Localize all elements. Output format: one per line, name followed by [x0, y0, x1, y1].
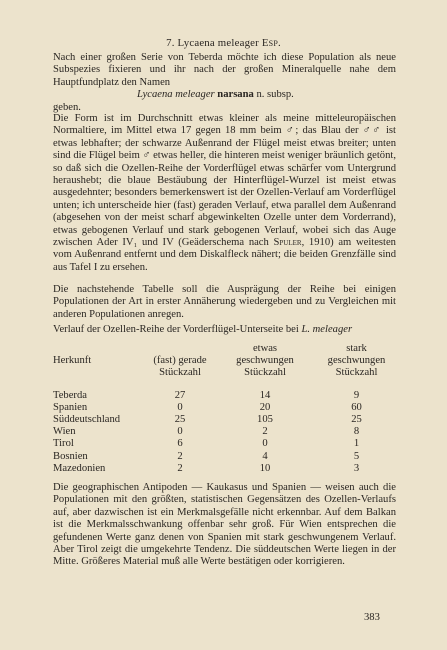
table-cell-count: 4	[262, 450, 268, 462]
table-cell-origin: Bosnien	[53, 450, 88, 462]
species-name: Lycaena meleager	[137, 89, 215, 101]
table-header-cell: Herkunft	[53, 355, 92, 367]
table-cell-count: 8	[353, 426, 360, 438]
subspecies-suffix: n. subsp.	[256, 89, 294, 101]
ocelli-table	[53, 343, 398, 475]
table-row	[53, 463, 398, 475]
table-header-row-1	[53, 343, 398, 355]
table-cell-count: 2	[262, 426, 268, 438]
table-cell-count: 60	[351, 401, 362, 413]
table-cell-count: 27	[174, 389, 186, 401]
table-header-cell	[53, 367, 145, 379]
subspecies-name: narsana	[217, 89, 254, 101]
section-heading	[0, 37, 447, 49]
table-caption-text: Verlauf der Ozellen-Reihe der Vorderflügel-Unterseite bei	[53, 324, 299, 335]
paragraph-intro	[53, 52, 396, 114]
subspecies-name-line	[53, 89, 396, 101]
table-cell-count: 9	[353, 389, 360, 401]
table-header-cell: geschwungen	[327, 355, 386, 367]
paragraph-description-text	[53, 113, 396, 274]
table-cell-origin: Spanien	[53, 401, 88, 413]
table-cell-count: 25	[174, 414, 186, 426]
table-header-row-3	[53, 367, 398, 379]
table-cell-origin: Süddeutschland	[53, 414, 121, 426]
table-header-cell: geschwungen	[236, 355, 294, 367]
table-row	[53, 402, 398, 414]
table-cell-origin: Teberda	[53, 389, 87, 401]
cited-author: Spuler	[273, 237, 302, 249]
paragraph-intro-trailing: geben.	[53, 101, 81, 113]
table-header-cell: stark	[346, 343, 367, 354]
table-cell-count: 6	[177, 438, 183, 450]
table-header-cell: Stückzahl	[159, 367, 201, 379]
table-header-cell: Stückzahl	[244, 367, 286, 379]
table-cell-count: 0	[262, 438, 268, 450]
section-title: Lycaena meleager	[177, 37, 259, 49]
page-number: 383	[364, 612, 380, 623]
table-header-cell: Stückzahl	[335, 367, 378, 379]
table-cell-origin: Wien	[53, 426, 76, 438]
table-cell-count: 10	[259, 462, 271, 474]
table-cell-count: 1	[353, 438, 360, 450]
table-cell-count: 0	[177, 401, 183, 413]
section-author: Esp.	[261, 37, 281, 49]
paragraph-conclusion	[53, 482, 396, 569]
table-cell-count: 25	[351, 414, 362, 426]
table-cell-count: 105	[257, 414, 273, 426]
description-tail: , 1910) am weitesten vom Außenrand entfernt und dem Diskalfleck nähert; die beiden Grenzfälle sind aus Tafel I zu ersehen.	[53, 237, 396, 273]
table-cell-count: 14	[259, 389, 271, 401]
description-body: Die Form ist im Durchschnitt etwas kleiner als meine mitteleuropäischen Normaltiere, im Mittel etwa 17 gegen 18 mm beim ♂; das Blau der ♂♂ ist etwas lebhafter; der schwarze Außenrand der Flügel meist etwas breiter; unten sind die Flügel beim ♂ etwas heller, die hinteren meist weniger bräunlich getönt, so daß sich die Ozellen-Reihe der Vorderflügel etwas schärfer vom Untergrund heraushebt; die blaue Bestäubung der Hinterflügel-Wurzel ist meist etwas ausgedehnter; besonders bemerkenswert ist der Ozellen-Verlauf am Vorderflügel unten; ich unterscheide hier (fast) geraden Verlauf, etwa parallel dem Außenrand (abgesehen von der meist scharf abgewinkelten Ozelle unter dem Vorderrand), etwas gebogenen Verlauf und stark gebogenen Verlauf, wobei sich das Auge zwischen Ader IV₁ und IV (Geäderschema nach	[53, 113, 396, 249]
table-spacer	[53, 380, 398, 390]
table-header-cell: etwas	[252, 343, 278, 354]
table-cell-origin: Tirol	[53, 438, 74, 450]
paragraph-intro-text: Nach einer großen Serie von Teberda möchte ich diese Population als neue Subspezies fixieren und ihr nach der großen Mineralquelle nahe dem Hauptfundplatz den Namen	[53, 52, 396, 88]
table-row	[53, 451, 398, 463]
table-cell-count: 5	[353, 450, 360, 462]
table-header-cell	[53, 343, 145, 355]
table-cell-count: 3	[353, 462, 360, 474]
table-cell-count: 0	[177, 426, 183, 438]
paragraph-table-intro-text: Die nachstehende Tabelle soll die Ausprägung der Reihe bei einigen Populationen der Art in erster Annäherung wiedergeben und zu Vergleichen mit anderen Populationen anregen.	[53, 284, 396, 320]
table-cell-count: 2	[177, 462, 183, 474]
section-number: 7.	[166, 37, 175, 49]
table-header-cell	[145, 343, 215, 355]
table-header-row-2	[53, 355, 398, 367]
table-row	[53, 390, 398, 402]
paragraph-table-intro	[53, 284, 396, 321]
table-cell-count: 20	[259, 401, 271, 413]
table-caption-species: L. meleager	[301, 324, 353, 335]
table-caption	[53, 324, 398, 335]
paragraph-description	[53, 113, 396, 274]
paragraph-conclusion-text: Die geographischen Antipoden — Kaukasus und Spanien — weisen auch die Populationen mit den größten, statistischen Gegensätzen des Ozellen-Verlaufs auf, aber dazwischen ist ein Merkmalsgefälle nicht erkennbar. Auf dem Balkan ist die Merkmalsschwankung offenbar sehr groß. Für Wien entsprechen die gefundenen Werte ganz denen von Spanien mit stark geschwungenem Verlauf. Aber Tirol zeigt die umgekehrte Tendenz. Die süddeutschen Werte liegen in der Mitte. Größeres Material muß alle Werte bestätigen oder korrigieren.	[53, 482, 396, 568]
table-cell-count: 2	[177, 450, 183, 462]
table-header-cell: (fast) gerade	[153, 355, 207, 367]
table-row	[53, 426, 398, 438]
table-cell-origin: Mazedonien	[53, 462, 106, 474]
table-row	[53, 438, 398, 450]
table-row	[53, 414, 398, 426]
